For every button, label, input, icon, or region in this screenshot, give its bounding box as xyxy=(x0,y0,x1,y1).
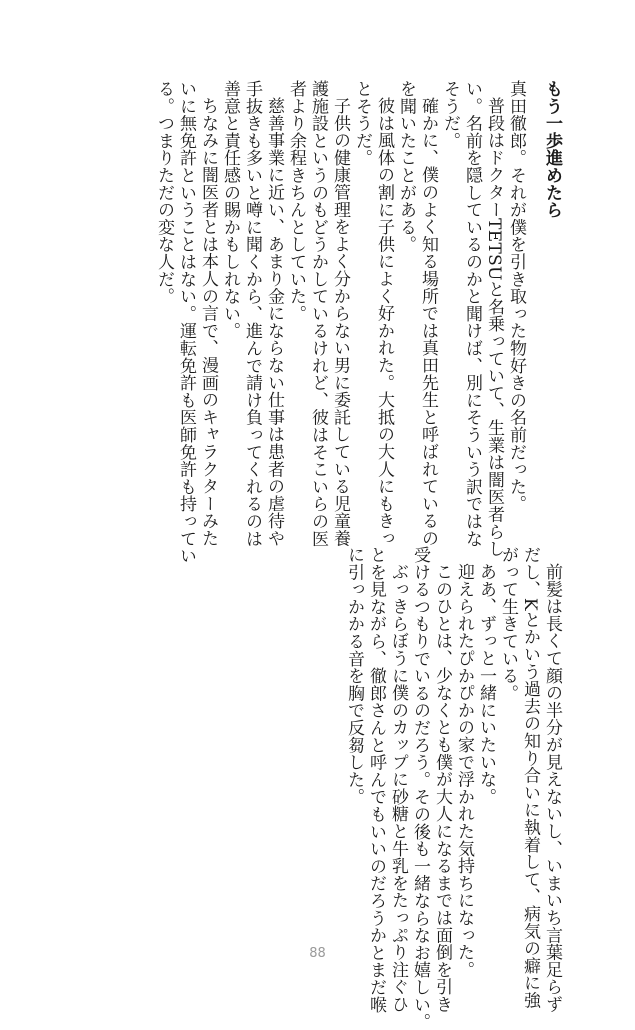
text-line: 彼は風体の割に子供によく好かれた。大抵の大人にもきっ xyxy=(374,97,394,547)
text-line: 迎えられたぴかぴかの家で浮かれた気持ちになった。 xyxy=(454,563,474,979)
lower-text-block xyxy=(343,546,563,1030)
text-line: とを見ながら、徹郎さんと呼んでもいいのだろうかとまだ喉 xyxy=(366,546,386,1014)
text-line: ああ、ずっと一緒にいたいな。 xyxy=(476,563,496,806)
text-line: 手抜きも多いと噂に聞くから、進んで請け負ってくれるのは xyxy=(242,80,262,548)
text-line: 真田徹郎。それが僕を引き取った物好きの名前だった。 xyxy=(506,80,526,513)
text-line: る。つまりただの変な人だ。 xyxy=(154,80,174,305)
text-line: だし、Kとかいう過去の知り合いに執着して、病気の癖に強 xyxy=(520,546,540,1009)
text-line: 護施設というのもどうかしているけれど、彼はそこいらの医 xyxy=(308,80,328,548)
text-line: 慈善事業に近い、あまり金にならない仕事は患者の虐待や xyxy=(264,97,284,547)
text-line: ぶっきらぼうに僕のカップに砂糖と牛乳をたっぷり注ぐひ xyxy=(388,563,408,1013)
page-number: 88 xyxy=(309,946,326,961)
text-line: 普段はドクターTETSUと名乗っていて、生業は闇医者らし xyxy=(484,97,504,558)
text-line: 者より余程きちんとしていた。 xyxy=(286,80,306,323)
text-line: いに無免許ということはない。運転免許も医師免許も持ってい xyxy=(176,80,196,565)
text-line: 受けるつもりでいるのだろう。その後も一緒ならなお嬉しい。 xyxy=(410,546,430,1030)
text-line: 前髪は長くて顔の半分が見えないし、いまいち言葉足らず xyxy=(542,563,562,1013)
text-line: がって生きている。 xyxy=(498,546,518,702)
text-line: ちなみに闇医者とは本人の言で、漫画のキャラクターみた xyxy=(198,97,218,547)
section-heading: もう一歩進めたら xyxy=(542,80,562,219)
text-line: とそうだ。 xyxy=(352,80,372,167)
text-line: そうだ。 xyxy=(440,80,460,150)
text-line: い。名前を隠しているのかと聞けば、別にそういう訳ではな xyxy=(462,80,482,548)
text-line: に引っかかる音を胸で反芻した。 xyxy=(344,546,364,806)
text-line: 子供の健康管理をよく分からない男に委託している児童養 xyxy=(330,97,350,547)
text-line: 確かに、僕のよく知る場所では真田先生と呼ばれているの xyxy=(418,97,438,547)
upper-text-block xyxy=(153,80,563,565)
text-line: このひとは、少なくとも僕が大人になるまでは面倒を引き xyxy=(432,563,452,1013)
text-line: 善意と責任感の賜かもしれない。 xyxy=(220,80,240,340)
text-line: を聞いたことがある。 xyxy=(396,80,416,253)
